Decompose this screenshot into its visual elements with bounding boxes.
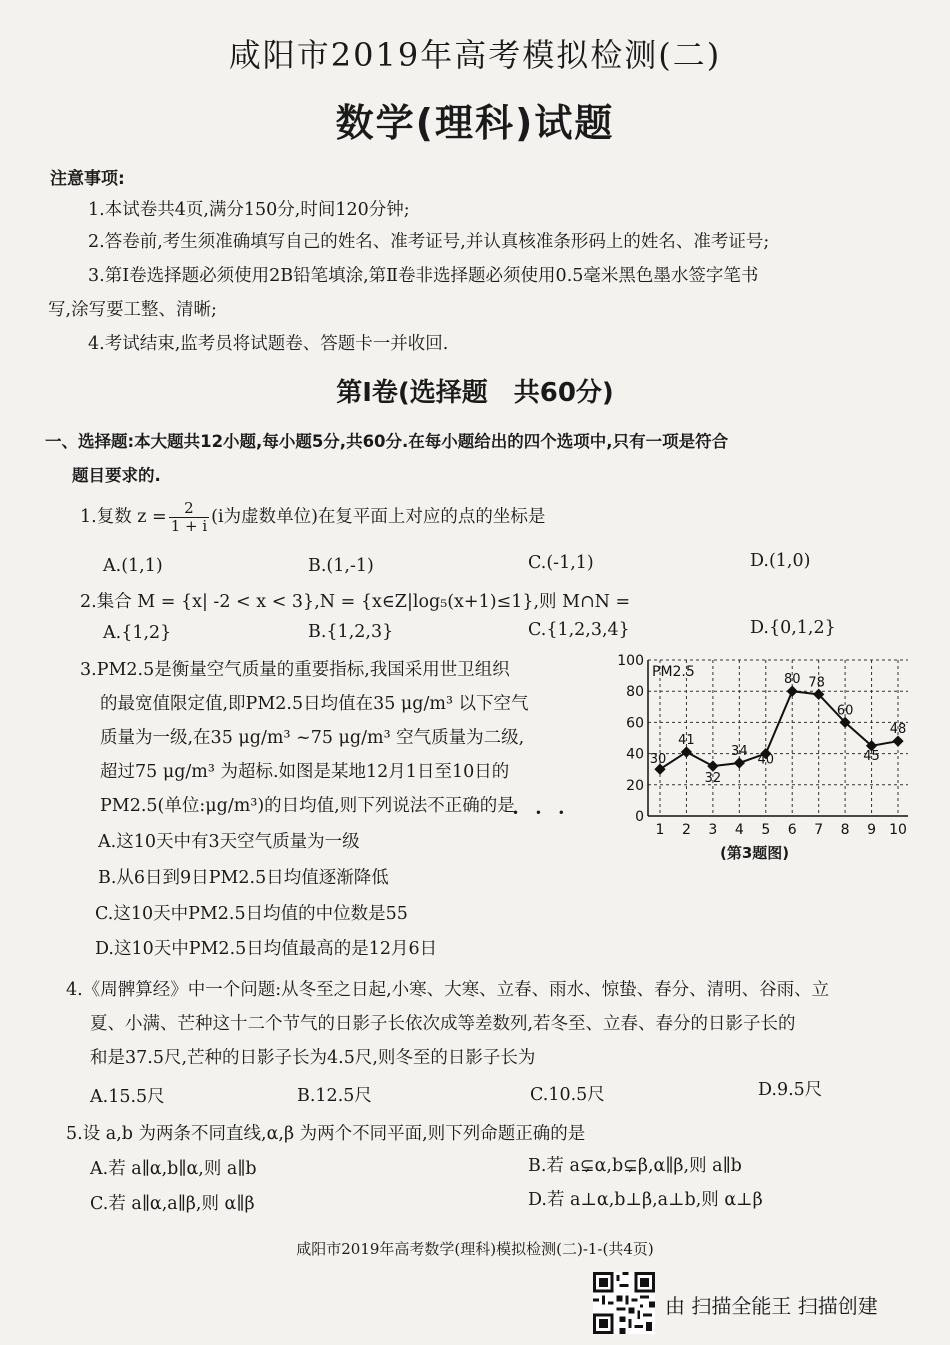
data-label: 60 — [836, 703, 854, 719]
data-point — [787, 686, 798, 697]
y-tick-label: 0 — [635, 809, 644, 825]
x-tick-label: 2 — [681, 822, 691, 838]
question-1-prefix: 1.复数 z = — [80, 507, 167, 527]
option-a: A.(1,1) — [103, 556, 163, 576]
question-2: 2.集合 M = {x| -2 < x < 3},N = {x∈Z|log₅(x+1)≤1},则 M∩N = — [80, 592, 631, 612]
x-tick-label: 6 — [787, 822, 797, 838]
y-tick-label: 100 — [617, 653, 644, 669]
option-d: D.若 a⊥α,b⊥β,a⊥b,则 α⊥β — [528, 1190, 763, 1210]
emphasis-dots: • • • — [512, 806, 571, 820]
option-c: C.(-1,1) — [528, 553, 594, 573]
option-b: B.12.5尺 — [297, 1086, 372, 1106]
x-tick-label: 3 — [708, 822, 718, 838]
pm25-line-chart — [610, 648, 920, 866]
data-label: 78 — [808, 675, 825, 691]
section-intro: 题目要求的. — [72, 466, 161, 485]
option-c: C.这10天中PM2.5日均值的中位数是55 — [95, 904, 408, 924]
question-5: 5.设 a,b 为两条不同直线,α,β 为两个不同平面,则下列命题正确的是 — [66, 1124, 586, 1144]
y-tick-label: 40 — [626, 746, 644, 763]
question-3-line: PM2.5(单位:μg/m³)的日均值,则下列说法不正确的是 — [100, 796, 515, 816]
y-tick-label: 80 — [626, 684, 644, 701]
question-3-line: 3.PM2.5是衡量空气质量的重要指标,我国采用世卫组织 — [80, 660, 510, 680]
question-3-line: 超过75 μg/m³ 为超标.如图是某地12月1日至10日的 — [100, 762, 510, 782]
option-d: D.(1,0) — [750, 551, 811, 571]
x-tick-label: 7 — [814, 822, 824, 838]
data-label: 80 — [783, 672, 801, 688]
data-label: 45 — [863, 748, 880, 764]
data-label: 34 — [731, 743, 748, 759]
data-label: 30 — [649, 752, 667, 768]
question-4-line: 和是37.5尺,芒种的日影子长为4.5尺,则冬至的日影子长为 — [90, 1048, 536, 1068]
option-d: D.这10天中PM2.5日均值最高的是12月6日 — [95, 939, 438, 959]
data-point — [892, 735, 903, 746]
x-tick-label: 10 — [889, 822, 907, 838]
qr-code-icon — [593, 1272, 655, 1334]
page-footer: 咸阳市2019年高考数学(理科)模拟检测(二)-1-(共4页) — [296, 1240, 654, 1258]
chart-title: PM2.5 — [652, 664, 695, 680]
option-b: B.(1,-1) — [308, 556, 374, 576]
fraction-denominator: 1 + i — [170, 517, 208, 535]
notice-item: 2.答卷前,考生须准确填写自己的姓名、准考证号,并认真核准条形码上的姓名、准考证号; — [88, 232, 770, 252]
exam-subtitle: 数学(理科)试题 — [335, 101, 615, 145]
option-b: B.若 a⊊α,b⊊β,α∥β,则 a∥b — [528, 1156, 742, 1176]
question-1-fraction — [169, 500, 209, 535]
section-heading: 第Ⅰ卷(选择题 共60分) — [336, 378, 614, 408]
data-point — [734, 757, 745, 768]
question-1 — [80, 500, 545, 535]
section-intro: 一、选择题:本大题共12小题,每小题5分,共60分.在每小题给出的四个选项中,只有一项是符合 — [45, 432, 729, 451]
option-d: D.9.5尺 — [758, 1080, 823, 1100]
option-b: B.从6日到9日PM2.5日均值逐渐降低 — [98, 868, 389, 888]
notice-item: 写,涂写要工整、清晰; — [48, 300, 217, 320]
option-c: C.若 a∥α,a∥β,则 α∥β — [90, 1194, 255, 1214]
y-tick-label: 20 — [626, 777, 644, 794]
question-1-suffix: (i为虚数单位)在复平面上对应的点的坐标是 — [211, 507, 546, 527]
option-d: D.{0,1,2} — [750, 618, 836, 638]
option-a: A.15.5尺 — [90, 1087, 165, 1107]
option-a: A.若 a∥α,b∥α,则 a∥b — [90, 1159, 257, 1179]
data-point — [681, 746, 692, 757]
figure-caption: (第3题图) — [720, 844, 790, 862]
data-label: 40 — [757, 752, 775, 768]
x-tick-label: 9 — [867, 822, 877, 838]
scanner-watermark: 由 扫描全能王 扫描创建 — [665, 1294, 878, 1318]
notice-item: 3.第Ⅰ卷选择题必须使用2B铅笔填涂,第Ⅱ卷非选择题必须使用0.5毫米黑色墨水签字笔书 — [88, 266, 759, 286]
notice-item: 4.考试结束,监考员将试题卷、答题卡一并收回. — [88, 334, 449, 354]
x-tick-label: 4 — [734, 822, 744, 838]
data-label: 48 — [889, 722, 907, 738]
notice-item: 1.本试卷共4页,满分150分,时间120分钟; — [88, 200, 410, 220]
notice-heading: 注意事项: — [50, 169, 125, 189]
data-label: 41 — [678, 733, 695, 749]
option-a: A.{1,2} — [103, 623, 172, 643]
question-3-line: 质量为一级,在35 μg/m³ ~75 μg/m³ 空气质量为二级, — [100, 728, 525, 748]
option-c: C.{1,2,3,4} — [528, 620, 630, 640]
question-4-line: 夏、小满、芒种这十二个节气的日影子长依次成等差数列,若冬至、立春、春分的日影子长的 — [90, 1014, 796, 1034]
data-point — [707, 760, 718, 771]
data-label: 32 — [704, 771, 722, 787]
question-3-line: 的最宽值限定值,即PM2.5日均值在35 μg/m³ 以下空气 — [100, 694, 529, 714]
option-b: B.{1,2,3} — [308, 622, 394, 642]
y-tick-label: 60 — [626, 715, 644, 732]
fraction-numerator: 2 — [169, 500, 209, 518]
exam-title: 咸阳市2019年高考模拟检测(二) — [228, 36, 722, 74]
option-c: C.10.5尺 — [530, 1085, 605, 1105]
question-4-line: 4.《周髀算经》中一个问题:从冬至之日起,小寒、大寒、立春、雨水、惊蛰、春分、清明、谷雨、立 — [66, 980, 830, 1000]
x-tick-label: 5 — [761, 822, 771, 838]
x-tick-label: 8 — [840, 822, 850, 838]
x-tick-label: 1 — [655, 822, 665, 838]
option-a: A.这10天中有3天空气质量为一级 — [98, 832, 360, 852]
